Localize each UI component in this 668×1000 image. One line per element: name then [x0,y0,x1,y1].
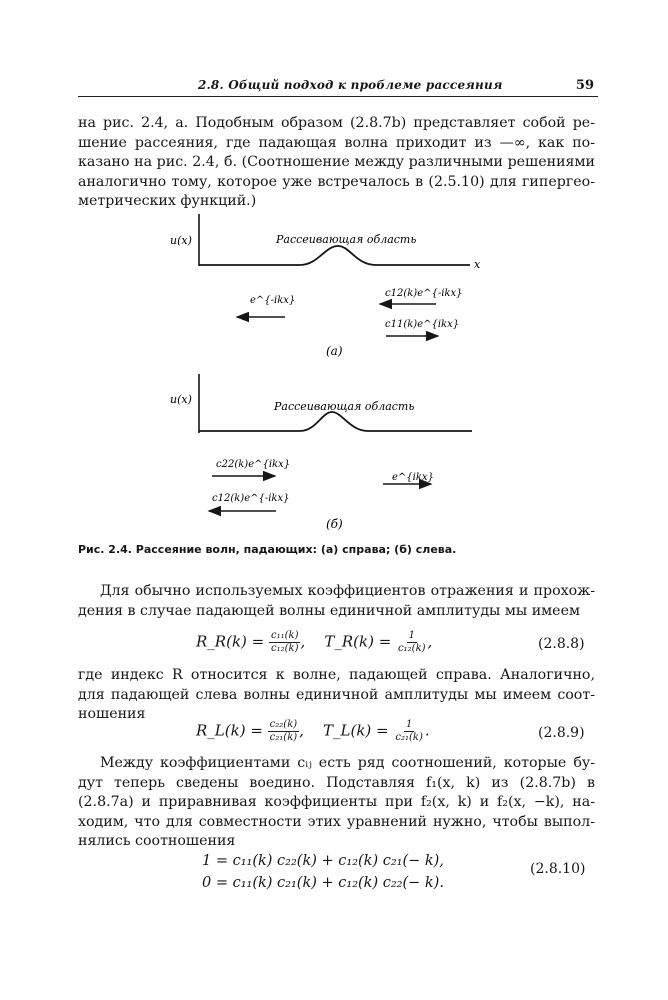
text-line: метрических функций.) [78,193,257,209]
eq-t-lhs: T_R(k) = [324,632,392,651]
eq-r-denominator: c₂₁(k) [269,732,298,743]
panel-a-left-wave: e^{-ikx} [250,295,296,306]
equation-line: 1 = c₁₁(k) c₂₂(k) + c₁₂(k) c₂₁(− k), [202,853,444,869]
paragraph-2 [78,582,595,621]
text-line: шение рассеяния, где падающая волна приходит из —∞, как по- [78,134,595,151]
eq-r-lhs: R_R(k) = [196,632,265,651]
equation-2-8-9: R_L(k) = $\frac{\text{c₂₂(k)}}{\text{c₂₁(k)}}$ , T_L(k) = $\frac{1}{\text{c₂₁(k)}}$ . [196,719,430,743]
eq-t-denominator: c₁₂(k) [398,643,426,654]
eq-t-numerator: 1 [405,719,413,730]
running-title: 2.8. Общий подход к проблеме рассеяния [198,78,503,92]
equation-line: 0 = c₁₁(k) c₂₁(k) + c₁₂(k) c₂₂(− k). [202,875,444,891]
panel-b-right-wave: e^{ikx} [392,472,434,483]
paragraph-1 [78,114,595,212]
eq-r-fraction [269,630,300,655]
equation-2-8-8: R_R(k) = $\frac{\text{c₁₁(k)}}{\text{c₁₂(k)}}$ , T_R(k) = $\frac{1}{\text{c₁₂(k)}}$ , [196,630,433,654]
figure-caption: Рис. 2.4. Рассеяние волн, падающих: (a) справа; (б) слева. [78,543,457,556]
eq-r-denominator: c₁₂(k) [271,643,299,654]
eq-t-fraction [393,719,424,744]
panel-b-region-label: Рассеивающая область [274,400,415,413]
text-line: казано на рис. 2.4, б. (Соотношение между различными решениями [78,154,595,170]
eq-r-numerator: c₁₁(k) [271,630,299,641]
panel-a-label: (a) [326,344,343,358]
equation-2-8-10 [202,850,444,894]
panel-a-potential-curve [199,246,470,265]
text-line: для падающей слева волны единичной амплитуды мы имеем соот- [78,686,595,703]
paragraph-4 [78,754,595,852]
text-line: (2.8.7a) и приравнивая коэффициенты при f₂(x, k) и f₂(x, −k), на- [78,794,595,810]
eq-t-lhs: T_L(k) = [323,721,389,740]
text-line: аналогично тому, которое уже встречалось в (2.5.10) для гипергео- [78,173,595,190]
eq-r-lhs: R_L(k) = [196,721,263,740]
text-line: Между коэффициентами cᵢⱼ есть ряд соотношений, которые бу- [100,755,595,771]
text-line: Для обычно используемых коэффициентов отражения и прохож- [100,583,595,599]
panel-a [170,214,481,358]
panel-a-xlabel: x [474,258,481,271]
eq-t-denominator: c₂₁(k) [395,732,423,743]
panel-b-ylabel: u(x) [170,393,192,406]
text-line: дения в случае падающей волны единичной амплитуды мы имеем [78,602,581,619]
text-line: где индекс R относится к волне, падающей справа. Аналогично, [78,667,595,683]
equation-number: (2.8.10) [530,861,586,877]
eq-r-numerator: c₂₂(k) [269,719,298,730]
eq-t-numerator: 1 [408,630,415,641]
panel-b-label: (б) [326,517,343,531]
figure-2-4 [0,200,668,540]
panel-a-ylabel: u(x) [170,234,192,247]
panel-a-right-top-wave: c12(k)e^{-ikx} [385,288,463,299]
text-line: нялись соотношения [78,833,236,849]
eq-r-fraction [268,719,299,744]
text-line: ношения [78,706,146,722]
equation-number: (2.8.9) [538,725,585,741]
panel-b-potential-curve [199,412,472,431]
equation-number: (2.8.8) [538,636,585,652]
running-header [78,76,598,97]
paragraph-3 [78,666,595,725]
eq-t-fraction [396,630,427,655]
text-line: ходим, что для совместности этих уравнений нужно, чтобы выпол- [78,813,595,830]
text-line: дут теперь сведены воедино. Подставляя f₁(x, k) из (2.8.7b) в [78,774,595,791]
panel-b-left-top-wave: c22(k)e^{ikx} [216,459,291,470]
panel-b-left-bottom-wave: c12(k)e^{-ikx} [212,493,290,504]
panel-a-right-bottom-wave: c11(k)e^{ikx} [385,319,460,330]
page-number: 59 [575,78,594,93]
panel-b [170,374,472,531]
text-line: на рис. 2.4, a. Подобным образом (2.8.7b) представляет собой ре- [78,115,595,131]
panel-a-region-label: Рассеивающая область [276,233,417,246]
